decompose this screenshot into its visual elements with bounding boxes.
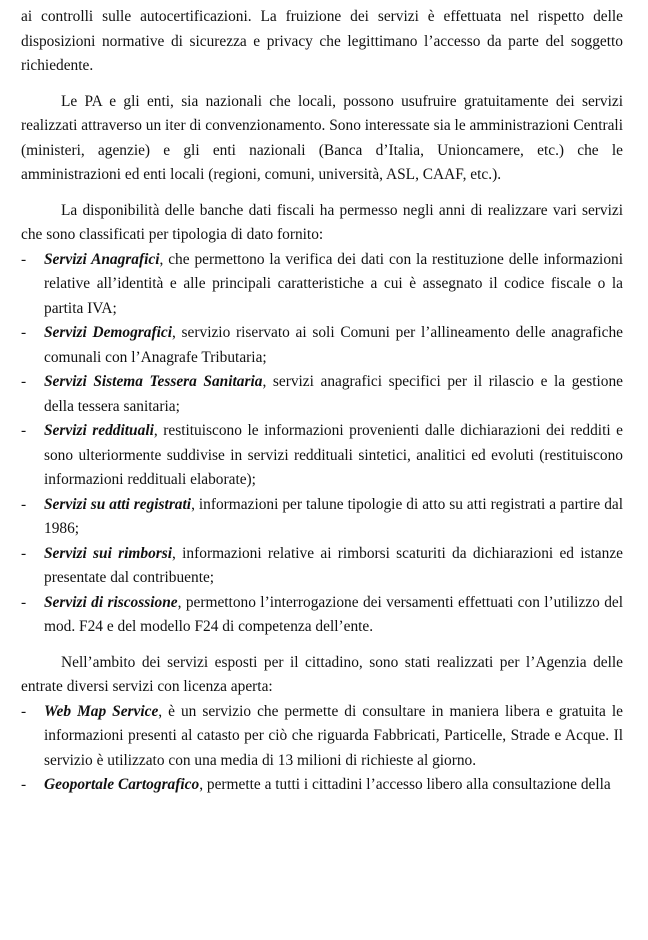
list-term: Geoportale Cartografico	[44, 776, 200, 793]
list-term: Servizi sui rimborsi	[44, 544, 173, 562]
list-item-reddituali	[21, 419, 623, 493]
paragraph-autocertificazioni: ai controlli sulle autocertificazioni. La fruizione dei servizi è effettuata nel rispetto delle disposizioni normative di sicurezza e privacy che legittimano l’accesso da parte del soggetto richiedente.	[21, 8, 623, 74]
list-text: , informazioni per talune tipologie di atto su atti registrati a partire dal 1986;	[44, 495, 623, 537]
list-text: , è un servizio che permette di consultare in maniera libera e gratuita le informazioni presenti al catasto per ciò che riguarda Fabbricati, Particelle, Strade e Acque. Il servizio è utilizzato con una media di 13 milioni di richieste al giorno.	[44, 702, 623, 769]
list-dash: -	[21, 422, 27, 439]
list-term: Servizi di riscossione	[44, 593, 178, 611]
list-text: , informazioni relative ai rimborsi scaturiti da dichiarazioni ed istanze presentate dal contribuente;	[44, 544, 623, 586]
list-term: Servizi Anagrafici	[44, 250, 160, 268]
list-text: , servizio riservato ai soli Comuni per l’allineamento delle anagrafiche comunali con l’Anagrafe Tributaria;	[44, 324, 624, 366]
list-dash: -	[21, 495, 27, 513]
paragraph-licenza-aperta: Nell’ambito dei servizi esposti per il cittadino, sono stati realizzati per l’Agenzia delle entrate diversi servizi con licenza aperta:	[21, 653, 623, 695]
list-dash: -	[21, 544, 27, 562]
list-dash: -	[21, 373, 27, 390]
open-services-list	[21, 700, 623, 798]
list-item-web-map-service	[21, 700, 623, 774]
list-item-demografici	[21, 321, 623, 370]
list-term: Web Map Service	[44, 702, 159, 720]
list-dash: -	[21, 250, 27, 268]
list-item-riscossione	[21, 591, 623, 640]
list-term: Servizi su atti registrati	[44, 495, 192, 513]
list-item-tessera-sanitaria	[21, 370, 623, 419]
list-term: Servizi Demografici	[44, 324, 172, 341]
paragraph-pa-enti: Le PA e gli enti, sia nazionali che locali, possono usufruire gratuitamente dei servizi realizzati attraverso un iter di convenzionamento. Sono interessate sia le amministrazioni Centrali (ministeri, agenzie) e gli enti nazionali (Banca d’Italia, Unioncamere, etc.) che le amministrazioni ed enti locali (regioni, comuni, università, ASL, CAAF, etc.).	[21, 92, 623, 183]
list-text: , permettono l’interrogazione dei versamenti effettuati con l’utilizzo del mod. F24 e del modello F24 di competenza dell’ente.	[44, 593, 623, 635]
list-dash: -	[21, 593, 27, 611]
paragraph-banche-dati: La disponibilità delle banche dati fiscali ha permesso negli anni di realizzare vari servizi che sono classificati per tipologia di dato fornito:	[21, 201, 623, 243]
list-term: Servizi reddituali	[44, 422, 154, 439]
list-item-rimborsi	[21, 542, 623, 591]
list-item-geoportale	[21, 773, 623, 798]
list-item-anagrafici	[21, 248, 623, 322]
list-dash: -	[21, 324, 27, 341]
list-text: , restituiscono le informazioni provenienti dalle dichiarazioni dei redditi e sono ulteriormente suddivise in servizi reddituali sintetici, analitici ed evoluti (restituiscono informazioni reddituali elaborate);	[44, 422, 624, 488]
list-text: , permette a tutti i cittadini l’accesso libero alla consultazione della	[199, 776, 611, 793]
list-term: Servizi Sistema Tessera Sanitaria	[44, 373, 263, 390]
list-text: , che permettono la verifica dei dati con la restituzione delle informazioni relative all’identità e alle principali caratteristiche a cui è assegnato il codice fiscale o la partita IVA;	[44, 250, 624, 317]
list-dash: -	[21, 702, 27, 720]
services-list	[21, 248, 623, 640]
list-item-atti-registrati	[21, 493, 623, 542]
list-text: , servizi anagrafici specifici per il rilascio e la gestione della tessera sanitaria;	[44, 373, 623, 415]
list-dash: -	[21, 776, 27, 793]
